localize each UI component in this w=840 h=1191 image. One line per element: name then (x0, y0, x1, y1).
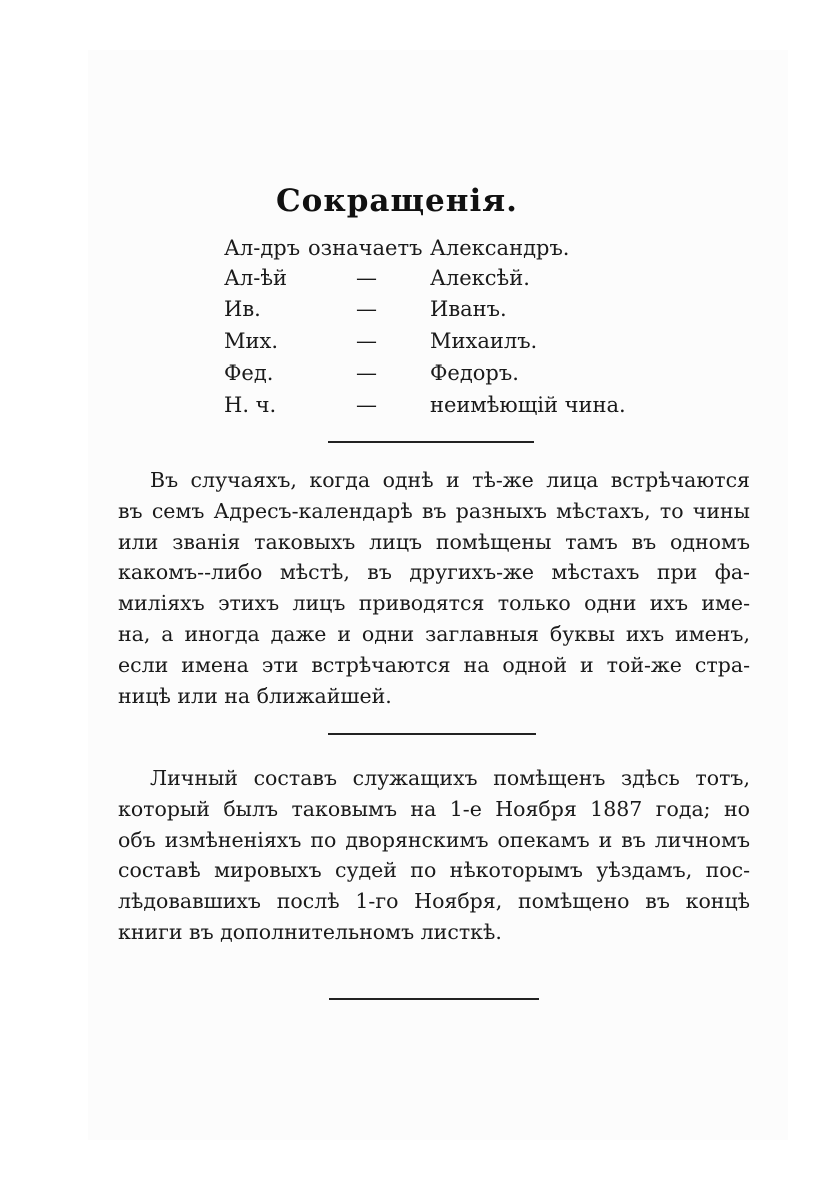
abbreviation-dash: — (356, 393, 377, 417)
abbreviation-row (224, 326, 684, 356)
abbreviation-expansion: Федоръ. (430, 361, 519, 385)
abbreviation-row (224, 263, 684, 293)
abbreviation: Ив. (224, 297, 261, 321)
paragraph-line: объ измѣненіяхъ по дворянскимъ опекамъ и въ личномъ (118, 827, 750, 852)
abbreviation-expansion: Иванъ. (430, 297, 507, 321)
paragraph-line: Въ случаяхъ, когда однѣ и тѣ-же лица встрѣчаются (150, 468, 750, 492)
abbreviation-row (224, 233, 684, 263)
page-title: Сокращенія. (276, 183, 518, 219)
abbreviation-expansion: Александръ. (430, 236, 570, 260)
paragraph-line: Личный составъ служащихъ помѣщенъ здѣсь тотъ, (150, 766, 750, 790)
paragraph-line: который былъ таковымъ на 1-е Ноября 1887 года; но (118, 796, 750, 821)
divider-rule (329, 998, 539, 1000)
abbreviation-expansion: неимѣющій чина. (430, 393, 626, 417)
paragraph-staff-composition (118, 763, 750, 948)
divider-rule (328, 441, 534, 443)
abbreviation: Мих. (224, 329, 279, 353)
paragraph-line: въ семъ Адресъ-календарѣ въ разныхъ мѣстахъ, то чины (118, 498, 750, 523)
abbreviation-dash: — (356, 266, 377, 290)
paragraph-line: на, а иногда даже и одни заглавныя буквы ихъ именъ, (118, 621, 750, 646)
paragraph-line: если имена эти встрѣчаются на одной и той-же стра- (118, 652, 750, 677)
abbreviation-dash: — (356, 297, 377, 321)
abbreviation-row (224, 294, 684, 324)
paragraph-line: какомъ--либо мѣстѣ, въ другихъ-же мѣстахъ при фа- (118, 560, 750, 585)
paragraph-repeated-names (118, 465, 750, 711)
abbreviation-expansion: Алексѣй. (430, 266, 530, 290)
abbreviation-verb: означаетъ (308, 236, 423, 260)
abbreviation-dash: — (356, 329, 377, 353)
abbreviation: Ал-дръ (224, 236, 301, 260)
paragraph-line: книги въ дополнительномъ листкѣ. (118, 919, 502, 944)
abbreviation-row (224, 390, 684, 420)
paragraph-line: лѣдовавшихъ послѣ 1-го Ноября, помѣщено въ концѣ (118, 889, 750, 914)
paragraph-line: миліяхъ этихъ лицъ приводятся только одни ихъ име- (118, 591, 750, 616)
abbreviation: Фед. (224, 361, 274, 385)
divider-rule (328, 733, 536, 735)
abbreviation-row (224, 358, 684, 388)
abbreviation: Ал-ѣй (224, 266, 287, 290)
abbreviation: Н. ч. (224, 393, 277, 417)
paragraph-line: или званія таковыхъ лицъ помѣщены тамъ въ одномъ (118, 529, 750, 554)
paragraph-line: составѣ мировыхъ судей по нѣкоторымъ уѣздамъ, пос- (118, 858, 750, 883)
abbreviation-expansion: Михаилъ. (430, 329, 538, 353)
paragraph-line: ницѣ или на ближайшей. (118, 683, 392, 708)
abbreviation-dash: — (356, 361, 377, 385)
